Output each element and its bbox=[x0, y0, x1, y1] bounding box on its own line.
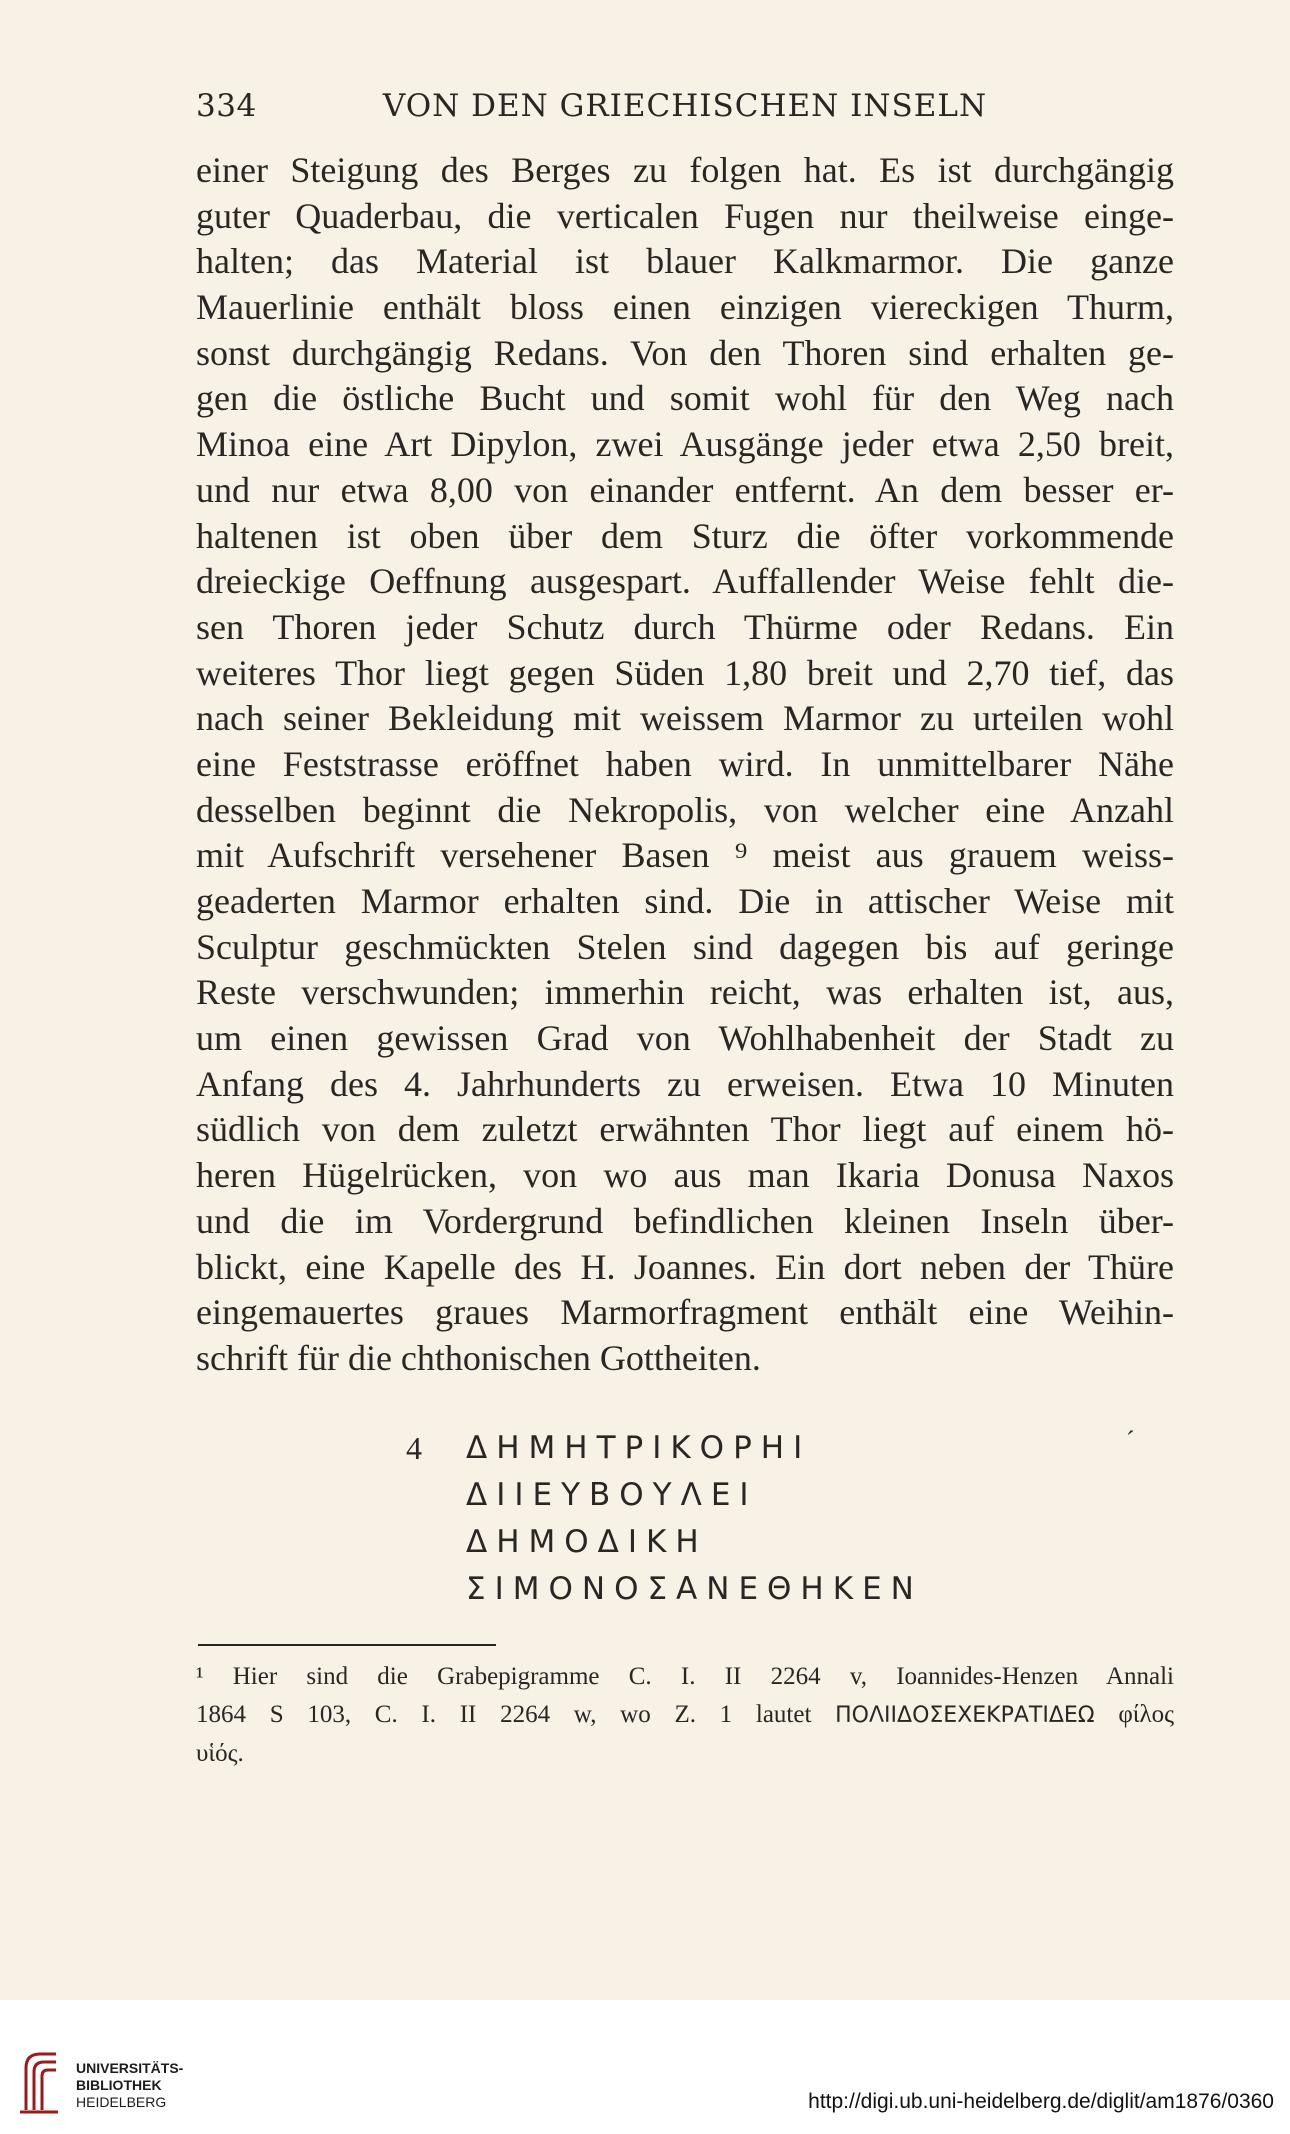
text-line: nach seiner Bekleidung mit weissem Marmor zu urteilen wohl bbox=[196, 698, 1174, 739]
text-line: Mauerlinie enthält bloss einen einzigen viereckigen Thurm, bbox=[196, 287, 1174, 328]
text-line: Reste verschwunden; immerhin reicht, was erhalten ist, aus, bbox=[196, 972, 1174, 1013]
text-line: und die im Vordergrund befindlichen kleinen Inseln über- bbox=[196, 1200, 1174, 1241]
footnote-greek-word: φίλος bbox=[1118, 1701, 1175, 1728]
text-line: sen Thoren jeder Schutz durch Thürme oder Redans. Ein bbox=[196, 606, 1174, 647]
text-line: eine Feststrasse eröffnet haben wird. In unmittelbarer Nähe bbox=[196, 743, 1174, 784]
footnote-greek-inscription: ΠΟΛΙΙΔΟΣΕΧΕΚΡΑΤΙΔΕΩ bbox=[835, 1703, 1095, 1728]
text-line: südlich von dem zuletzt erwähnten Thor liegt auf einem hö- bbox=[196, 1109, 1174, 1150]
text-line: sonst durchgängig Redans. Von den Thoren sind erhalten ge- bbox=[196, 332, 1174, 373]
text-line: dreieckige Oeffnung ausgespart. Auffallender Weise fehlt die- bbox=[196, 561, 1174, 602]
text-line: gen die östliche Bucht und somit wohl für den Weg nach bbox=[196, 378, 1174, 419]
text-line: guter Quaderbau, die verticalen Fugen nur theilweise einge- bbox=[196, 195, 1174, 236]
library-name-line: UNIVERSITÄTS- bbox=[76, 2060, 184, 2076]
text-line: und nur etwa 8,00 von einander entfernt. An dem besser er- bbox=[196, 469, 1174, 510]
text-line: haltenen ist oben über dem Sturz die öfter vorkommende bbox=[196, 515, 1174, 556]
library-logo-icon bbox=[18, 2048, 62, 2116]
inscription-line: ΔΗΜΗΤΡΙΚΟΡΗΙ bbox=[466, 1430, 812, 1466]
library-name bbox=[76, 2060, 183, 2111]
text-line: halten; das Material ist blauer Kalkmarmor. Die ganze bbox=[196, 241, 1174, 282]
text-line: Anfang des 4. Jahrhunderts zu erweisen. Etwa 10 Minuten bbox=[196, 1063, 1174, 1104]
running-title: VON DEN GRIECHISCHEN INSELN bbox=[382, 88, 988, 124]
greek-inscription bbox=[406, 1425, 1135, 1613]
text-line: Sculptur geschmückten Stelen sind dagegen bis auf geringe bbox=[196, 926, 1174, 967]
footnote-line: υἱός. bbox=[196, 1740, 244, 1767]
text-line: einer Steigung des Berges zu folgen hat. Es ist durchgängig bbox=[196, 150, 1174, 190]
text-line: desselben beginnt die Nekropolis, von welcher eine Anzahl bbox=[196, 789, 1174, 830]
text-line: schrift für die chthonischen Gottheiten. bbox=[196, 1337, 761, 1378]
text-line: mit Aufschrift versehener Basen ⁹ meist aus grauem weiss- bbox=[196, 835, 1174, 876]
text-line: eingemauertes graues Marmorfragment enthält eine Weihin- bbox=[196, 1292, 1174, 1333]
page-header bbox=[196, 88, 1174, 128]
text-line: weiteres Thor liegt gegen Süden 1,80 breit und 2,70 tief, das bbox=[196, 652, 1174, 693]
body-text bbox=[196, 148, 1174, 1382]
inscription-line: ΔΗΜΟΔΙΚΗ bbox=[466, 1524, 708, 1560]
text-line: um einen gewissen Grad von Wohlhabenheit der Stadt zu bbox=[196, 1018, 1174, 1059]
footnote-line: ¹ Hier sind die Grabepigramme C. I. II 2264 v, Ioannides-Henzen Annali bbox=[196, 1663, 1174, 1690]
library-name-line: HEIDELBERG bbox=[76, 2094, 167, 2110]
text-line: heren Hügelrücken, von wo aus man Ikaria Donusa Naxos bbox=[196, 1155, 1174, 1196]
inscription-line: ΔΙΙΕΥΒΟΥΛΕΙ bbox=[466, 1477, 758, 1513]
footnote-text: 1864 S 103, C. I. II 2264 w, wo Z. 1 lautet bbox=[196, 1701, 812, 1728]
footnote-divider bbox=[198, 1644, 496, 1646]
library-name-line: BIBLIOTHEK bbox=[76, 2077, 162, 2093]
inscription-line: ΣΙΜΟΝΟΣΑΝΕΘΗΚΕΝ bbox=[466, 1571, 923, 1607]
source-url-link[interactable]: http://digi.ub.uni-heidelberg.de/diglit/am1876/0360 bbox=[808, 2090, 1274, 2113]
footnote bbox=[196, 1658, 1174, 1773]
text-line: geaderten Marmor erhalten sind. Die in attischer Weise mit bbox=[196, 881, 1174, 921]
text-line: Minoa eine Art Dipylon, zwei Ausgänge jeder etwa 2,50 breit, bbox=[196, 424, 1174, 465]
text-line: blickt, eine Kapelle des H. Joannes. Ein dort neben der Thüre bbox=[196, 1246, 1174, 1287]
page-number: 334 bbox=[196, 88, 257, 124]
footnote-line bbox=[196, 1696, 1174, 1735]
inscription-number: 4 bbox=[406, 1430, 422, 1466]
inscription-accent-mark: ´ bbox=[1126, 1426, 1135, 1455]
